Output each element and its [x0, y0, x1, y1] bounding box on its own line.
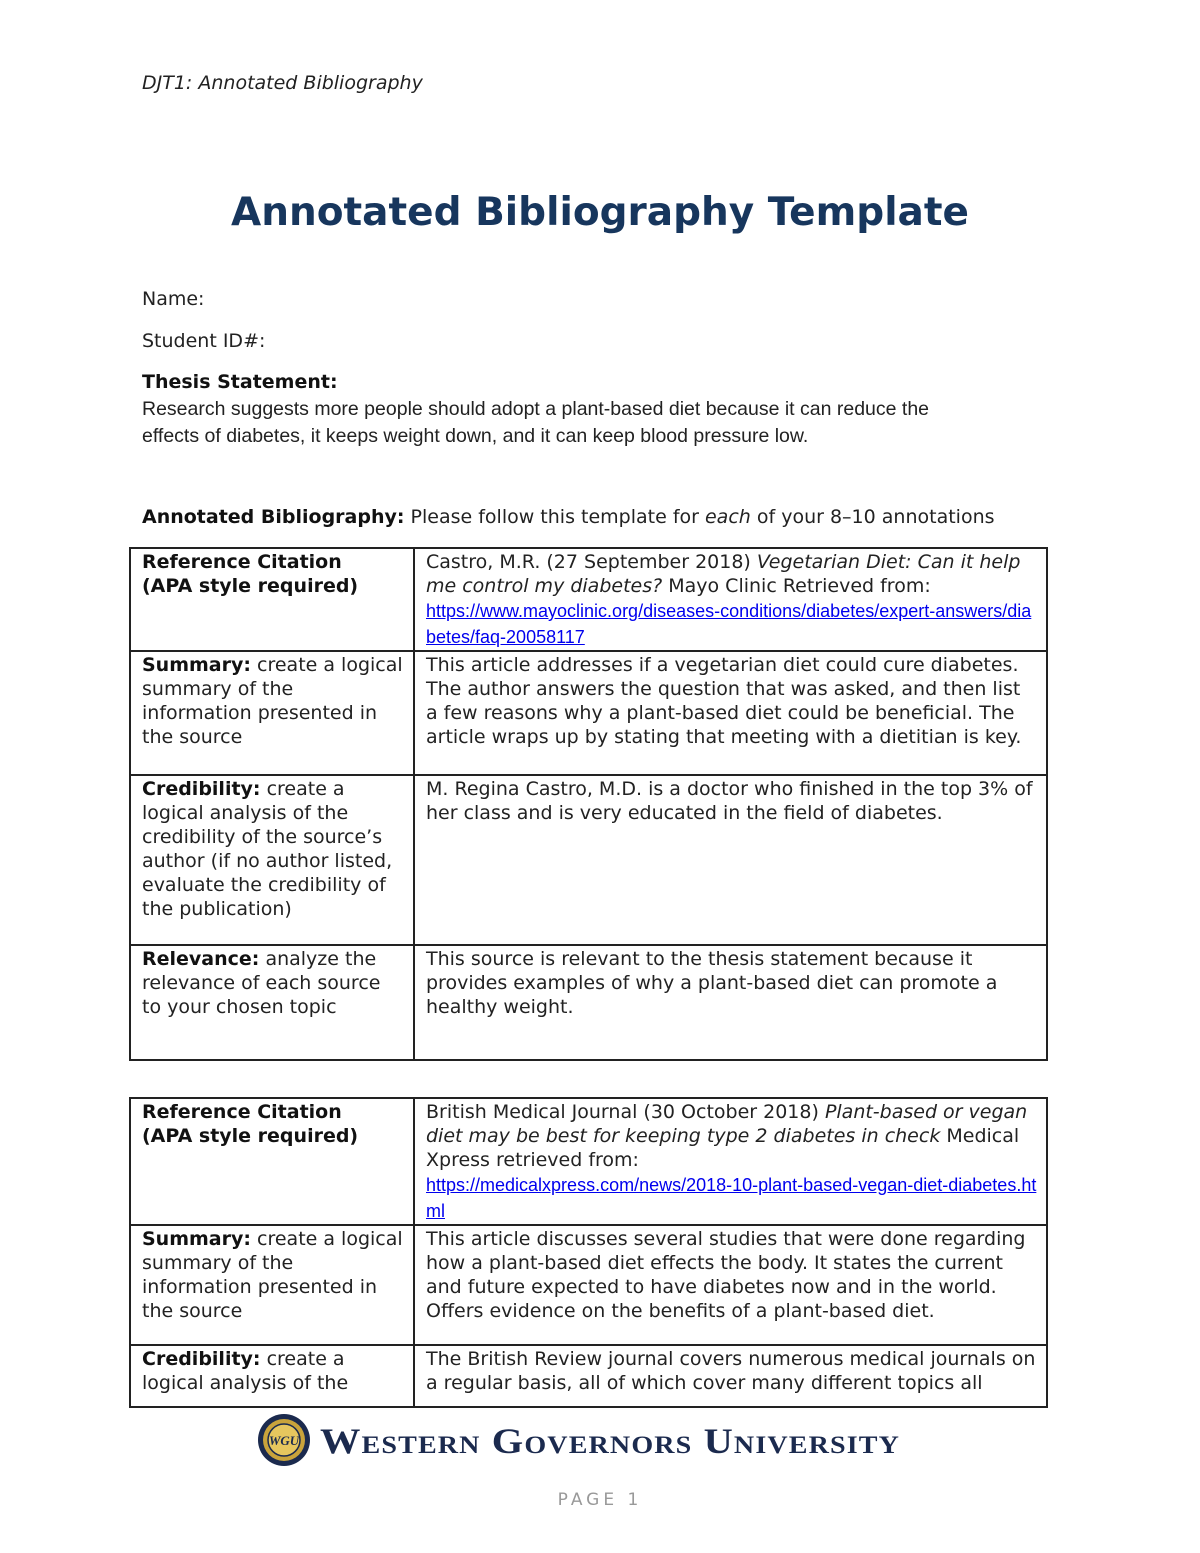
- summary-label: [130, 1225, 414, 1345]
- annotated-bibliography-intro: [142, 506, 995, 528]
- citation-link[interactable]: https://www.mayoclinic.org/diseases-conditions/diabetes/expert-answers/diabetes/faq-20058117: [426, 601, 1032, 647]
- credibility-label: [130, 1345, 414, 1407]
- intro-emphasis: each: [704, 506, 751, 528]
- thesis-label: Thesis Statement:: [142, 371, 338, 393]
- logo-wordmark: Western Governors University: [320, 1421, 900, 1461]
- row-title: Summary:: [142, 654, 251, 676]
- credibility-label: [130, 775, 414, 945]
- citation-text: Castro, M.R. (27 September 2018): [426, 551, 757, 573]
- name-field-label: Name:: [142, 288, 205, 310]
- row-title: Summary:: [142, 1228, 251, 1250]
- table-row: [130, 945, 1047, 1060]
- citation-publisher: Mayo Clinic Retrieved from:: [662, 575, 931, 597]
- summary-value: This article discusses several studies that were done regarding how a plant-based diet effects the body. It states the current and future expected to have diabetes now and in the world. Offers evidence on the benefits of a plant-based diet.: [414, 1225, 1047, 1345]
- row-description: create a logical summary of the information presented in the source: [142, 654, 403, 748]
- citation-text: British Medical Journal (30 October 2018): [426, 1101, 825, 1123]
- table-row: [130, 1345, 1047, 1407]
- row-title: Reference Citation: [142, 1101, 342, 1123]
- table-row: [130, 1225, 1047, 1345]
- thesis-line: Research suggests more people should adopt a plant-based diet because it can reduce the: [142, 398, 930, 420]
- row-title: Relevance:: [142, 948, 260, 970]
- table-row: [130, 775, 1047, 945]
- page-number: PAGE 1: [557, 1490, 643, 1510]
- intro-label: Annotated Bibliography:: [142, 506, 405, 528]
- row-title: Credibility:: [142, 1348, 261, 1370]
- row-subtitle: (APA style required): [142, 575, 359, 597]
- table-row: [130, 548, 1047, 651]
- summary-value: This article addresses if a vegetarian diet could cure diabetes. The author answers the question that was asked, and then list a few reasons why a plant-based diet could be beneficial. The article wraps up by stating that meeting with a dietitian is key.: [414, 651, 1047, 775]
- seal-text: WGU: [268, 1433, 300, 1448]
- intro-text: Please follow this template for: [404, 506, 705, 528]
- reference-citation-value: [414, 1098, 1047, 1225]
- thesis-statement: [142, 396, 1042, 450]
- thesis-line: effects of diabetes, it keeps weight down, and it can keep blood pressure low.: [142, 425, 809, 447]
- reference-citation-label: [130, 1098, 414, 1225]
- row-description: create a logical analysis of the: [142, 1348, 349, 1394]
- page-title: Annotated Bibliography Template: [231, 190, 969, 235]
- student-id-field-label: Student ID#:: [142, 330, 266, 352]
- row-description: analyze the relevance of each source to your chosen topic: [142, 948, 381, 1018]
- summary-label: [130, 651, 414, 775]
- annotation-table: [129, 547, 1048, 1061]
- wgu-logo: [256, 1412, 906, 1468]
- citation-link[interactable]: https://medicalxpress.com/news/2018-10-plant-based-vegan-diet-diabetes.html: [426, 1175, 1037, 1221]
- wgu-seal-icon: [258, 1414, 310, 1466]
- annotation-table: [129, 1097, 1048, 1408]
- citation-title: Plant-based or vegan diet may be best for keeping type 2 diabetes in check: [426, 1101, 1028, 1147]
- credibility-value: M. Regina Castro, M.D. is a doctor who finished in the top 3% of her class and is very educated in the field of diabetes.: [414, 775, 1047, 945]
- row-description: create a logical summary of the information presented in the source: [142, 1228, 403, 1322]
- document-header: DJT1: Annotated Bibliography: [142, 72, 423, 94]
- credibility-value: The British Review journal covers numerous medical journals on a regular basis, all of which cover many different topics all: [414, 1345, 1047, 1407]
- citation-publisher: Medical Xpress retrieved from:: [426, 1125, 1020, 1171]
- reference-citation-label: [130, 548, 414, 651]
- table-row: [130, 651, 1047, 775]
- intro-text-end: of your 8–10 annotations: [750, 506, 995, 528]
- table-row: [130, 1098, 1047, 1225]
- row-description: create a logical analysis of the credibility of the source’s author (if no author listed, evaluate the credibility of the publication): [142, 778, 393, 920]
- reference-citation-value: [414, 548, 1047, 651]
- row-title: Credibility:: [142, 778, 261, 800]
- row-subtitle: (APA style required): [142, 1125, 359, 1147]
- relevance-value: This source is relevant to the thesis statement because it provides examples of why a plant-based diet can promote a healthy weight.: [414, 945, 1047, 1060]
- row-title: Reference Citation: [142, 551, 342, 573]
- citation-title: Vegetarian Diet: Can it help me control my diabetes?: [426, 551, 1021, 597]
- relevance-label: [130, 945, 414, 1060]
